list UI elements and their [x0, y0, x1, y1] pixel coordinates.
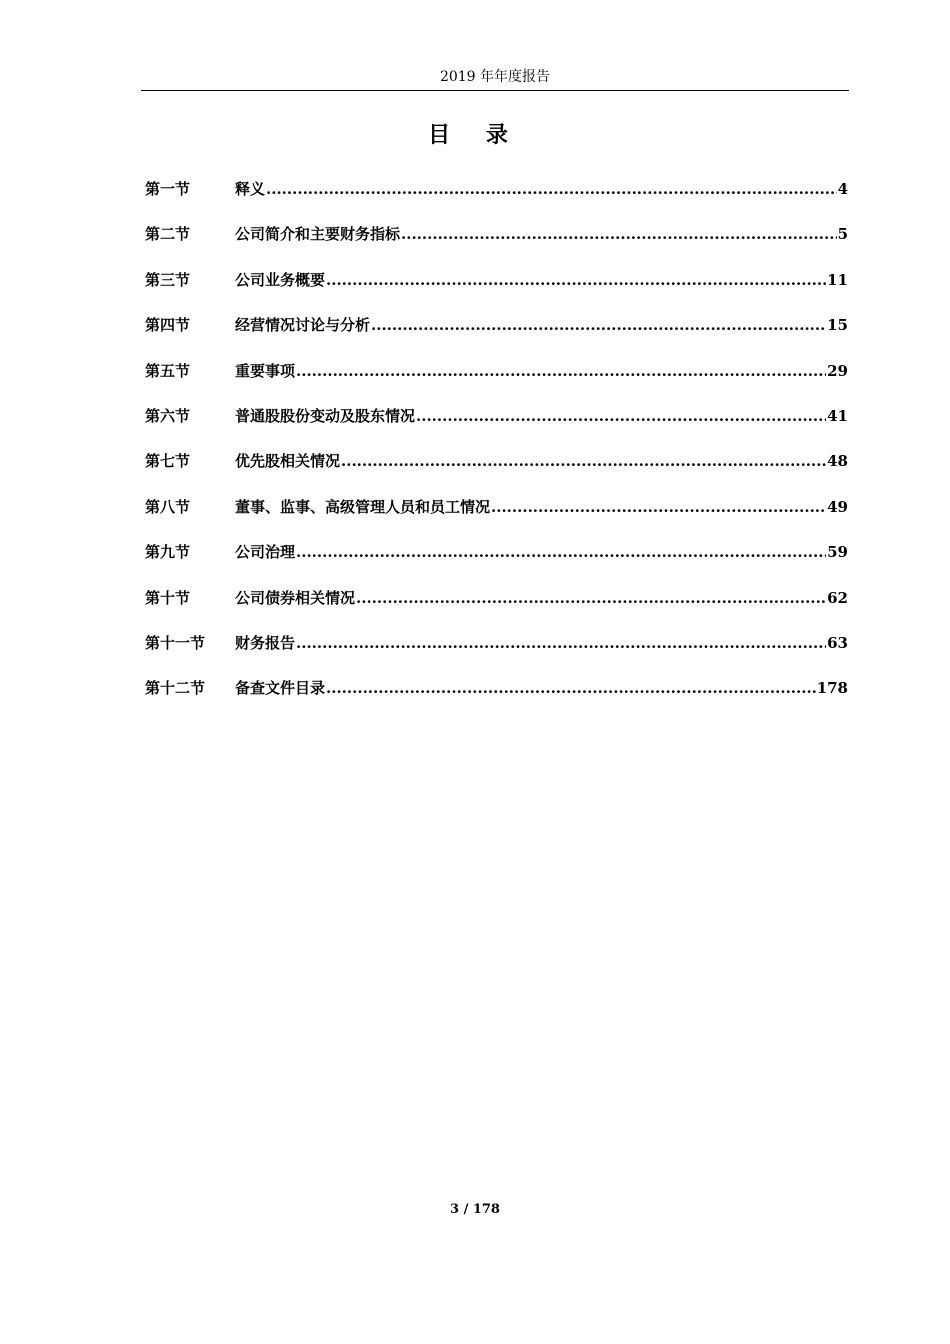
toc-leader-dots — [296, 629, 826, 657]
toc-entry-3[interactable] — [145, 266, 848, 311]
toc-page-number: 59 — [827, 543, 848, 562]
toc-leader-dots — [401, 220, 837, 248]
toc-section-title: 董事、监事、高级管理人员和员工情况 — [235, 497, 491, 516]
toc-section-title: 公司简介和主要财务指标 — [235, 225, 401, 244]
page-title: 目 录 — [428, 122, 522, 148]
toc-entry-11[interactable] — [145, 629, 848, 674]
toc-section-number: 第二节 — [145, 225, 191, 244]
toc-section-title: 公司业务概要 — [235, 270, 326, 289]
toc-section-title: 释义 — [235, 180, 266, 198]
toc-section-title: 财务报告 — [235, 633, 296, 652]
toc-section-title: 公司债券相关情况 — [235, 588, 356, 607]
toc-page-number: 4 — [837, 180, 848, 198]
toc-entry-8[interactable] — [145, 493, 848, 538]
toc-leader-dots — [416, 402, 826, 430]
toc-page-number: 178 — [816, 679, 848, 698]
toc-entry-2[interactable] — [145, 220, 848, 265]
toc-entry-9[interactable] — [145, 538, 848, 583]
toc-leader-dots — [491, 493, 826, 521]
toc-section-title: 重要事项 — [235, 361, 296, 380]
toc-leader-dots — [326, 266, 826, 294]
toc-leader-dots — [326, 674, 816, 702]
table-of-contents — [145, 175, 848, 720]
toc-section-title: 优先股相关情况 — [235, 452, 341, 471]
toc-entry-1[interactable] — [145, 175, 848, 220]
toc-leader-dots — [341, 447, 826, 475]
toc-leader-dots — [356, 584, 826, 612]
toc-entry-4[interactable] — [145, 311, 848, 356]
toc-page-number: 11 — [827, 270, 848, 289]
toc-section-number: 第八节 — [145, 497, 191, 516]
toc-entry-10[interactable] — [145, 584, 848, 629]
toc-page-number: 49 — [827, 497, 848, 516]
toc-entry-12[interactable] — [145, 674, 848, 719]
toc-page-number: 15 — [827, 316, 848, 335]
header-text: 2019 年年度报告 — [439, 69, 551, 85]
toc-section-title: 公司治理 — [235, 543, 296, 562]
toc-entry-7[interactable] — [145, 447, 848, 492]
toc-page-number: 41 — [827, 406, 848, 425]
toc-page-number: 62 — [827, 588, 848, 607]
toc-entry-5[interactable] — [145, 357, 848, 402]
toc-section-title: 备查文件目录 — [235, 679, 326, 698]
toc-section-number: 第六节 — [145, 406, 191, 425]
toc-leader-dots — [371, 311, 826, 339]
toc-page-number: 63 — [827, 633, 848, 652]
toc-section-title: 经营情况讨论与分析 — [235, 316, 371, 335]
toc-page-number: 29 — [827, 361, 848, 380]
page-header — [141, 66, 849, 91]
toc-section-number: 第三节 — [145, 270, 191, 289]
toc-section-number: 第七节 — [145, 452, 191, 471]
toc-section-number: 第一节 — [145, 180, 191, 198]
toc-section-number: 第十一节 — [145, 633, 206, 652]
page-indicator: 3 / 178 — [450, 1202, 500, 1217]
toc-section-number: 第五节 — [145, 361, 191, 380]
toc-section-title: 普通股股份变动及股东情况 — [235, 406, 416, 425]
toc-page-number: 5 — [837, 225, 848, 244]
page-footer — [0, 1200, 950, 1220]
toc-leader-dots — [296, 538, 826, 566]
toc-entry-6[interactable] — [145, 402, 848, 447]
toc-leader-dots — [266, 175, 837, 203]
toc-leader-dots — [296, 357, 826, 385]
toc-section-number: 第十二节 — [145, 679, 206, 698]
toc-section-number: 第九节 — [145, 543, 191, 562]
toc-page-number: 48 — [827, 452, 848, 471]
toc-section-number: 第十节 — [145, 588, 191, 607]
toc-section-number: 第四节 — [145, 316, 191, 335]
